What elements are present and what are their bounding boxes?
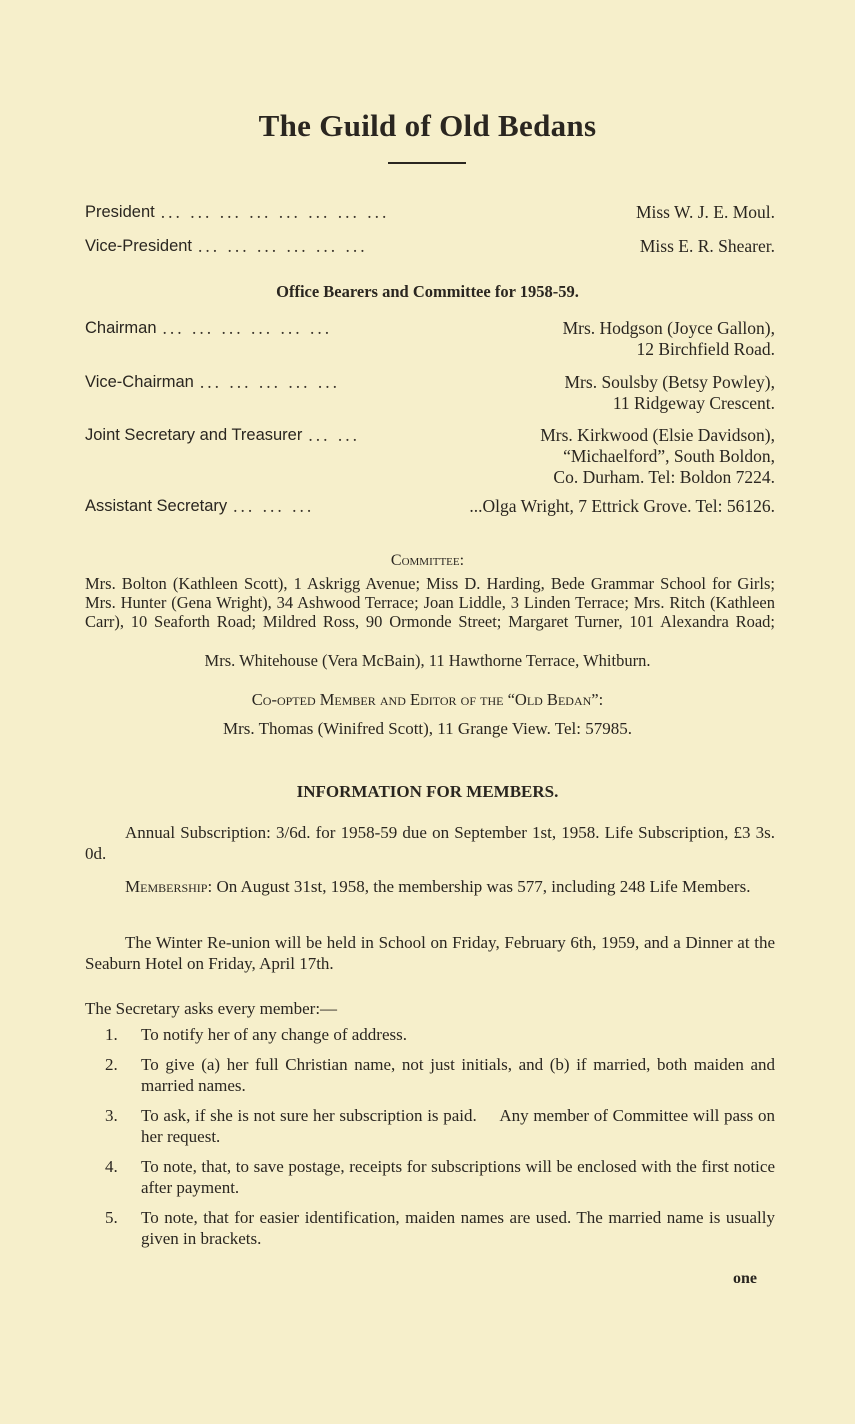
bearer-label: Assistant Secretary — [85, 497, 228, 515]
subscription-paragraph: Annual Subscription: 3/6d. for 1958-59 due on September 1st, 1958. Life Subscription, £3 3s. 0d. — [85, 823, 775, 863]
bearer-value-line: 12 Birchfield Road. — [636, 339, 775, 359]
document-title: The Guild of Old Bedans — [258, 108, 597, 143]
bearer-value-line: Mrs. Kirkwood (Elsie Davidson), — [540, 425, 775, 445]
coopted-text: Mrs. Thomas (Winifred Scott), 11 Grange View. Tel: 57985. — [223, 719, 632, 738]
list-item — [105, 1054, 775, 1096]
officer-value: Miss W. J. E. Moul. — [635, 202, 775, 222]
bearer-value-line: “Michaelford”, South Boldon, — [563, 446, 775, 466]
officer-label: President — [85, 203, 155, 221]
list-item — [105, 1207, 775, 1249]
leader-dots: ... ... ... — [233, 496, 315, 516]
item-text: To give (a) her full Christian name, not just initials, and (b) if married, both maiden and married names. — [141, 1055, 775, 1095]
bearer-value-line: 11 Ridgeway Crescent. — [612, 393, 775, 413]
item-number: 1. — [105, 1025, 118, 1044]
bearer-row-assistant-secretary — [85, 496, 775, 517]
item-number: 3. — [105, 1106, 118, 1125]
officer-value: Miss E. R. Shearer. — [639, 236, 775, 256]
item-text: To note, that, to save postage, receipts for subscriptions will be enclosed with the first notice after payment. — [141, 1157, 775, 1197]
bearer-value: ...Olga Wright, 7 Ettrick Grove. Tel: 56126. — [469, 496, 775, 516]
bearer-label: Vice-Chairman — [85, 373, 194, 391]
item-number: 2. — [105, 1055, 118, 1074]
committee-last-line: Mrs. Whitehouse (Vera McBain), 11 Hawthorne Terrace, Whitburn. — [204, 651, 651, 670]
information-heading: INFORMATION FOR MEMBERS. — [296, 782, 559, 801]
bearer-value — [424, 425, 775, 488]
committee-text: Mrs. Bolton (Kathleen Scott), 1 Askrigg Avenue; Miss D. Harding, Bede Grammar School for Girls; Mrs. Hunter (Gena Wright), 34 Ashwood Terrace; Joan Liddle, 3 Linden Terrace; Mrs. Ritch (Kathleen Carr), 10 Seaforth Road; Mildred Ross, 90 Ormonde Street; Margaret Turner, 101 Alexandra Road; — [85, 574, 775, 631]
bearer-value-line: Mrs. Hodgson (Joyce Gallon), — [562, 318, 775, 338]
coopted-heading: Co-opted Member and Editor of the “Old Bedan”: — [251, 690, 604, 709]
bearer-value-line: Co. Durham. Tel: Boldon 7224. — [553, 467, 775, 487]
bearer-label: Chairman — [85, 319, 157, 337]
list-item — [105, 1105, 780, 1147]
secretary-intro: The Secretary asks every member:— — [85, 999, 338, 1018]
requests-list — [105, 1024, 780, 1258]
officer-row-vice-president — [85, 236, 775, 257]
bearer-value-line: Mrs. Soulsby (Betsy Powley), — [564, 372, 775, 392]
item-number: 4. — [105, 1157, 118, 1176]
bearer-value — [436, 372, 775, 414]
leader-dots: ... ... ... ... ... ... ... ... — [160, 202, 390, 222]
bearer-row-vice-chairman — [85, 372, 775, 414]
membership-paragraph — [85, 876, 775, 897]
membership-label: Membership: — [125, 877, 213, 896]
item-text: To ask, if she is not sure her subscription is paid. Any member of Committee will pass on her request. — [141, 1106, 780, 1146]
page-number: one — [733, 1270, 757, 1287]
bearer-value — [439, 318, 775, 360]
leader-dots: ... ... ... ... ... ... — [198, 236, 368, 256]
item-text: To note, that for easier identification, maiden names are used. The married name is usually given in brackets. — [141, 1208, 775, 1248]
leader-dots: ... ... ... ... ... ... — [162, 318, 333, 338]
item-number: 5. — [105, 1208, 118, 1227]
officer-label: Vice-President — [85, 237, 193, 255]
list-item — [105, 1024, 775, 1045]
membership-text: On August 31st, 1958, the membership was 577, including 248 Life Members. — [212, 877, 751, 896]
item-text: To notify her of any change of address. — [141, 1025, 407, 1044]
bearer-row-chairman — [85, 318, 775, 360]
officer-row-president — [85, 202, 775, 223]
title-rule — [388, 162, 466, 164]
reunion-paragraph: The Winter Re-union will be held in School on Friday, February 6th, 1959, and a Dinner at the Seaburn Hotel on Friday, April 17th. — [85, 933, 775, 973]
leader-dots: ... ... ... ... ... — [199, 372, 340, 392]
committee-heading: Committee: — [390, 552, 465, 569]
leader-dots: ... ... — [308, 425, 360, 445]
bearer-row-joint-secretary — [85, 425, 775, 488]
bearer-label: Joint Secretary and Treasurer — [85, 426, 303, 444]
list-item — [105, 1156, 775, 1198]
office-bearers-heading: Office Bearers and Committee for 1958-59. — [276, 282, 579, 301]
